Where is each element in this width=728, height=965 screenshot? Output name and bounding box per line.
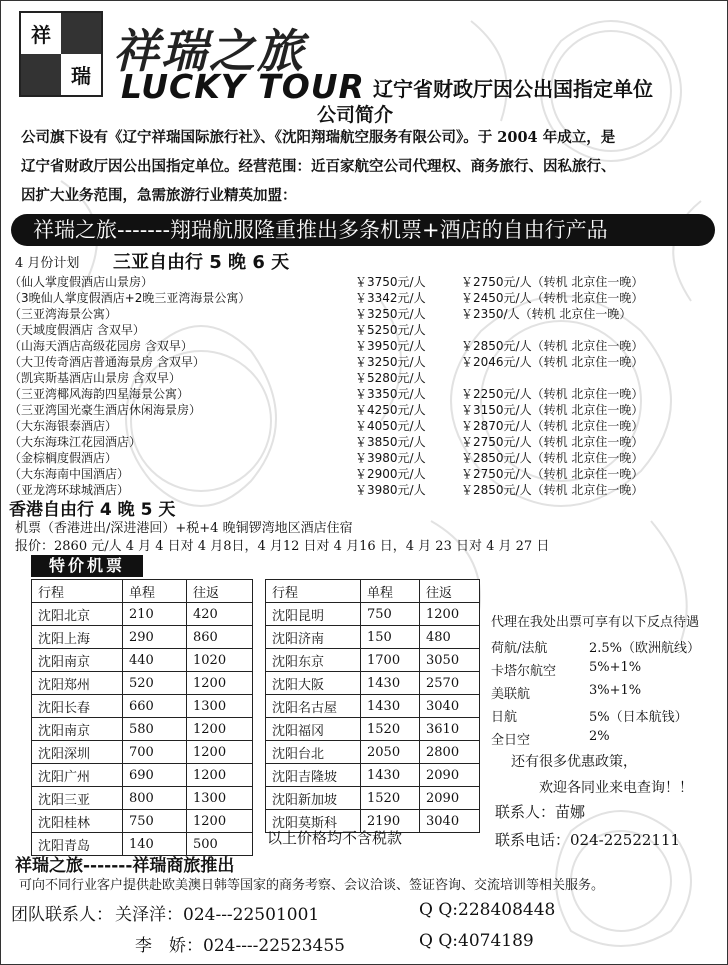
rebate-rate: 5%+1% xyxy=(589,660,642,675)
fare-row xyxy=(32,741,253,764)
rebate-title: 代理在我处出票可享有以下反点待遇 xyxy=(491,615,700,630)
rebate-airline: 美联航 xyxy=(491,687,531,702)
fare-header: 单程 xyxy=(123,580,187,603)
fare-route: 沈阳南京 xyxy=(32,649,123,672)
rebate-airline: 全日空 xyxy=(491,733,531,748)
fare-route: 沈阳济南 xyxy=(266,626,361,649)
hotel-price: ￥2900元/人 xyxy=(355,467,426,481)
hotel-transfer-price: ￥2750元/人（转机 北京住一晚） xyxy=(461,467,644,481)
hotel-transfer-price: ￥2850元/人（转机 北京住一晚） xyxy=(461,483,644,497)
fare-route: 沈阳大阪 xyxy=(266,672,361,695)
fare-table-left xyxy=(31,579,253,856)
fare-roundtrip: 1200 xyxy=(187,741,253,764)
sanya-tour-title: 三亚自由行 5 晚 6 天 xyxy=(113,252,290,273)
fare-row xyxy=(32,787,253,810)
fare-oneway: 210 xyxy=(123,603,187,626)
hotel-transfer-price: ￥2046元/人（转机 北京住一晚） xyxy=(461,355,644,369)
hotel-row xyxy=(9,450,721,466)
more-policies-text: 还有很多优惠政策， xyxy=(511,754,637,770)
fare-roundtrip: 2090 xyxy=(420,787,480,810)
company-logo xyxy=(19,11,103,97)
hotel-name: （三亚湾海景公寓） xyxy=(9,307,118,321)
hotel-transfer-price: ￥2870元/人（转机 北京住一晚） xyxy=(461,419,644,433)
fare-roundtrip: 1200 xyxy=(420,603,480,626)
team-contact-qq: Q Q:228408448 xyxy=(419,900,556,920)
fare-oneway: 1430 xyxy=(361,764,420,787)
logo-char: 瑞 xyxy=(71,64,91,88)
fare-route: 沈阳莫斯科 xyxy=(266,810,361,833)
fare-row xyxy=(266,741,480,764)
fare-row xyxy=(266,764,480,787)
fare-roundtrip: 1020 xyxy=(187,649,253,672)
fare-roundtrip: 1300 xyxy=(187,787,253,810)
fare-table-right xyxy=(265,579,480,833)
special-fares-tag: 特价机票 xyxy=(31,555,143,577)
hotel-name: （大东海南中国酒店） xyxy=(9,467,130,481)
fare-row xyxy=(266,626,480,649)
fare-row xyxy=(266,672,480,695)
fare-roundtrip: 3050 xyxy=(420,649,480,672)
fare-roundtrip: 3610 xyxy=(420,718,480,741)
fare-route: 沈阳北京 xyxy=(32,603,123,626)
hotel-row xyxy=(9,466,721,482)
fare-roundtrip: 1200 xyxy=(187,672,253,695)
tax-note: 以上价格均不含税款 xyxy=(267,829,403,847)
hotel-price: ￥4050元/人 xyxy=(355,419,426,433)
hotel-name: （大东海珠江花园酒店） xyxy=(9,435,142,449)
rebate-rate: 5%（日本航钱） xyxy=(589,710,688,725)
hotel-price: ￥3342元/人 xyxy=(355,291,426,305)
hotel-price: ￥5250元/人 xyxy=(355,323,426,337)
fare-header: 往返 xyxy=(187,580,253,603)
team-contact-name: 李 娇：024----22523455 xyxy=(135,936,345,956)
rebate-airline: 日航 xyxy=(491,710,518,725)
fare-oneway: 1700 xyxy=(361,649,420,672)
intro-line: 辽宁省财政厅因公出国指定单位。经营范围：近百家航空公司代理权、商务旅行、因私旅行、 xyxy=(21,158,616,175)
fare-row xyxy=(32,603,253,626)
fare-oneway: 750 xyxy=(361,603,420,626)
team-contact-label: 团队联系人： xyxy=(11,905,113,925)
fare-roundtrip: 1200 xyxy=(187,764,253,787)
fare-header: 往返 xyxy=(420,580,480,603)
fare-oneway: 690 xyxy=(123,764,187,787)
hotel-name: （山海天酒店高级花园房 含双早） xyxy=(9,339,193,353)
designation-text: 辽宁省财政厅因公出国指定单位 xyxy=(373,77,653,101)
fare-route: 沈阳昆明 xyxy=(266,603,361,626)
intro-paragraph xyxy=(21,123,721,210)
fare-route: 沈阳广州 xyxy=(32,764,123,787)
contact-person: 联系人：苗娜 xyxy=(495,803,586,821)
hotel-name: （大东海银泰酒店） xyxy=(9,419,118,433)
fare-row xyxy=(266,695,480,718)
business-travel-desc: 可向不同行业客户提供赴欧美澳日韩等国家的商务考察、会议洽谈、签证咨询、交流培训等相关服务。 xyxy=(19,878,605,893)
hongkong-tour-title: 香港自由行 4 晚 5 天 xyxy=(9,500,176,520)
fare-row xyxy=(266,649,480,672)
fare-oneway: 580 xyxy=(123,718,187,741)
logo-char-dark xyxy=(61,13,101,54)
intro-line: 公司旗下设有《辽宁祥瑞国际旅行社》、《沈阳翔瑞航空服务有限公司》。于 2004 年成立，是 xyxy=(21,129,616,146)
hotel-name: （凯宾斯基酒店山景房 含双早） xyxy=(9,371,181,385)
hotel-price: ￥3950元/人 xyxy=(355,339,426,353)
rebate-rate: 2.5%（欧洲航线） xyxy=(589,641,701,656)
fare-route: 沈阳青岛 xyxy=(32,833,123,856)
fare-oneway: 800 xyxy=(123,787,187,810)
hotel-row xyxy=(9,274,721,290)
fare-route: 沈阳深圳 xyxy=(32,741,123,764)
hotel-name: （大卫传奇酒店普通海景房 含双早） xyxy=(9,355,205,369)
fare-oneway: 140 xyxy=(123,833,187,856)
hotel-transfer-price: ￥2750元/人（转机 北京住一晚） xyxy=(461,435,644,449)
hotel-price: ￥3250元/人 xyxy=(355,355,426,369)
fare-oneway: 1520 xyxy=(361,718,420,741)
fare-oneway: 150 xyxy=(361,626,420,649)
fare-oneway: 1520 xyxy=(361,787,420,810)
hotel-price: ￥3980元/人 xyxy=(355,483,426,497)
hotel-price: ￥3250元/人 xyxy=(355,307,426,321)
fare-roundtrip: 2090 xyxy=(420,764,480,787)
fare-row xyxy=(266,787,480,810)
hotel-price: ￥5280元/人 xyxy=(355,371,426,385)
fare-route: 沈阳三亚 xyxy=(32,787,123,810)
rebate-airline: 卡塔尔航空 xyxy=(491,664,557,679)
hotel-name: （3晚仙人掌度假酒店+2晚三亚湾海景公寓） xyxy=(9,291,251,305)
hotel-row xyxy=(9,338,721,354)
logo-char: 祥 xyxy=(31,23,51,47)
hotel-transfer-price: ￥2750元/人（转机 北京住一晚） xyxy=(461,275,644,289)
intro-line: 因扩大业务范围，急需旅游行业精英加盟： xyxy=(21,187,297,204)
hotel-transfer-price: ￥2350/人（转机 北京住一晚） xyxy=(461,307,632,321)
hotel-row xyxy=(9,418,721,434)
hotel-row xyxy=(9,322,721,338)
hongkong-price-text: 报价：2860 元/人 4 月 4 日对 4 月8日，4 月12 日对 4 月16 日，4 月 23 日对 4 月 27 日 xyxy=(15,539,550,554)
fare-header: 单程 xyxy=(361,580,420,603)
hotel-transfer-price: ￥2850元/人（转机 北京住一晚） xyxy=(461,451,644,465)
fare-route: 沈阳南京 xyxy=(32,718,123,741)
hotel-name: （仙人掌度假酒店山景房） xyxy=(9,275,154,289)
fare-row xyxy=(32,626,253,649)
fare-roundtrip: 480 xyxy=(420,626,480,649)
fare-header: 行程 xyxy=(266,580,361,603)
promo-banner: 祥瑞之旅-------翔瑞航服隆重推出多条机票+酒店的自由行产品 xyxy=(11,214,715,246)
fare-oneway: 520 xyxy=(123,672,187,695)
hotel-price: ￥3850元/人 xyxy=(355,435,426,449)
fare-oneway: 1430 xyxy=(361,672,420,695)
hotel-name: （金棕榈度假酒店） xyxy=(9,451,118,465)
fare-row xyxy=(32,649,253,672)
welcome-text: 欢迎各同业来电查询！！ xyxy=(539,780,693,796)
fare-route: 沈阳新加坡 xyxy=(266,787,361,810)
hotel-row xyxy=(9,434,721,450)
fare-row xyxy=(32,695,253,718)
fare-route: 沈阳台北 xyxy=(266,741,361,764)
hotel-row xyxy=(9,370,721,386)
fare-row xyxy=(32,810,253,833)
hotel-row xyxy=(9,290,721,306)
fare-roundtrip: 3040 xyxy=(420,695,480,718)
fare-route: 沈阳福冈 xyxy=(266,718,361,741)
rebate-airline: 荷航/法航 xyxy=(491,641,548,656)
team-contact-name: 关泽洋：024---22501001 xyxy=(115,905,320,925)
hotel-price: ￥3980元/人 xyxy=(355,451,426,465)
team-contact-qq: Q Q:4074189 xyxy=(419,931,534,951)
brand-name-en: LUCKY TOUR xyxy=(121,67,365,106)
hotel-name: （天域度假酒店 含双早） xyxy=(9,323,145,337)
hotel-transfer-price: ￥3150元/人（转机 北京住一晚） xyxy=(461,403,644,417)
fare-oneway: 440 xyxy=(123,649,187,672)
hotel-row xyxy=(9,386,721,402)
fare-roundtrip: 2570 xyxy=(420,672,480,695)
fare-route: 沈阳名古屋 xyxy=(266,695,361,718)
hotel-price: ￥4250元/人 xyxy=(355,403,426,417)
hotel-name: （三亚湾椰风海韵四星海景公寓） xyxy=(9,387,190,401)
fare-oneway: 290 xyxy=(123,626,187,649)
hotel-row xyxy=(9,354,721,370)
fare-route: 沈阳郑州 xyxy=(32,672,123,695)
fare-roundtrip: 2800 xyxy=(420,741,480,764)
hotel-transfer-price: ￥2450元/人（转机 北京住一晚） xyxy=(461,291,644,305)
fare-header: 行程 xyxy=(32,580,123,603)
fare-oneway: 1430 xyxy=(361,695,420,718)
brand-name-cn: 祥瑞之旅 xyxy=(113,24,305,78)
fare-row xyxy=(32,672,253,695)
hotel-name: （亚龙湾环球城酒店） xyxy=(9,483,130,497)
fare-oneway: 700 xyxy=(123,741,187,764)
fare-route: 沈阳长春 xyxy=(32,695,123,718)
fare-roundtrip: 500 xyxy=(187,833,253,856)
fare-row xyxy=(266,718,480,741)
fare-row xyxy=(266,603,480,626)
fare-route: 沈阳吉隆坡 xyxy=(266,764,361,787)
fare-oneway: 660 xyxy=(123,695,187,718)
hotel-transfer-price: ￥2250元/人（转机 北京住一晚） xyxy=(461,387,644,401)
hotel-row xyxy=(9,402,721,418)
fare-route: 沈阳桂林 xyxy=(32,810,123,833)
fare-roundtrip: 3040 xyxy=(420,810,480,833)
fare-oneway: 2190 xyxy=(361,810,420,833)
fare-row xyxy=(32,718,253,741)
fare-route: 沈阳东京 xyxy=(266,649,361,672)
fare-row xyxy=(32,764,253,787)
hotel-row xyxy=(9,306,721,322)
fare-roundtrip: 420 xyxy=(187,603,253,626)
fare-oneway: 2050 xyxy=(361,741,420,764)
intro-title: 公司简介 xyxy=(317,104,394,126)
fare-roundtrip: 1300 xyxy=(187,695,253,718)
contact-phone: 联系电话：024-22522111 xyxy=(495,831,681,849)
rebate-rate: 3%+1% xyxy=(589,683,642,698)
fare-roundtrip: 1200 xyxy=(187,810,253,833)
hotel-transfer-price: ￥2850元/人（转机 北京住一晚） xyxy=(461,339,644,353)
logo-char-dark xyxy=(21,54,61,95)
april-plan-label: 4 月份计划 xyxy=(15,256,80,271)
fare-roundtrip: 860 xyxy=(187,626,253,649)
hotel-price: ￥3750元/人 xyxy=(355,275,426,289)
rebate-rate: 2% xyxy=(589,729,610,744)
fare-roundtrip: 1200 xyxy=(187,718,253,741)
fare-route: 沈阳上海 xyxy=(32,626,123,649)
hotel-price-list xyxy=(9,274,721,498)
hongkong-package-text: 机票（香港进出/深进港回）+税+4 晚铜锣湾地区酒店住宿 xyxy=(15,521,353,536)
business-travel-title: 祥瑞之旅-------祥瑞商旅推出 xyxy=(15,856,235,876)
fare-oneway: 750 xyxy=(123,810,187,833)
hotel-price: ￥3350元/人 xyxy=(355,387,426,401)
hotel-name: （三亚湾国光豪生酒店休闲海景房） xyxy=(9,403,202,417)
